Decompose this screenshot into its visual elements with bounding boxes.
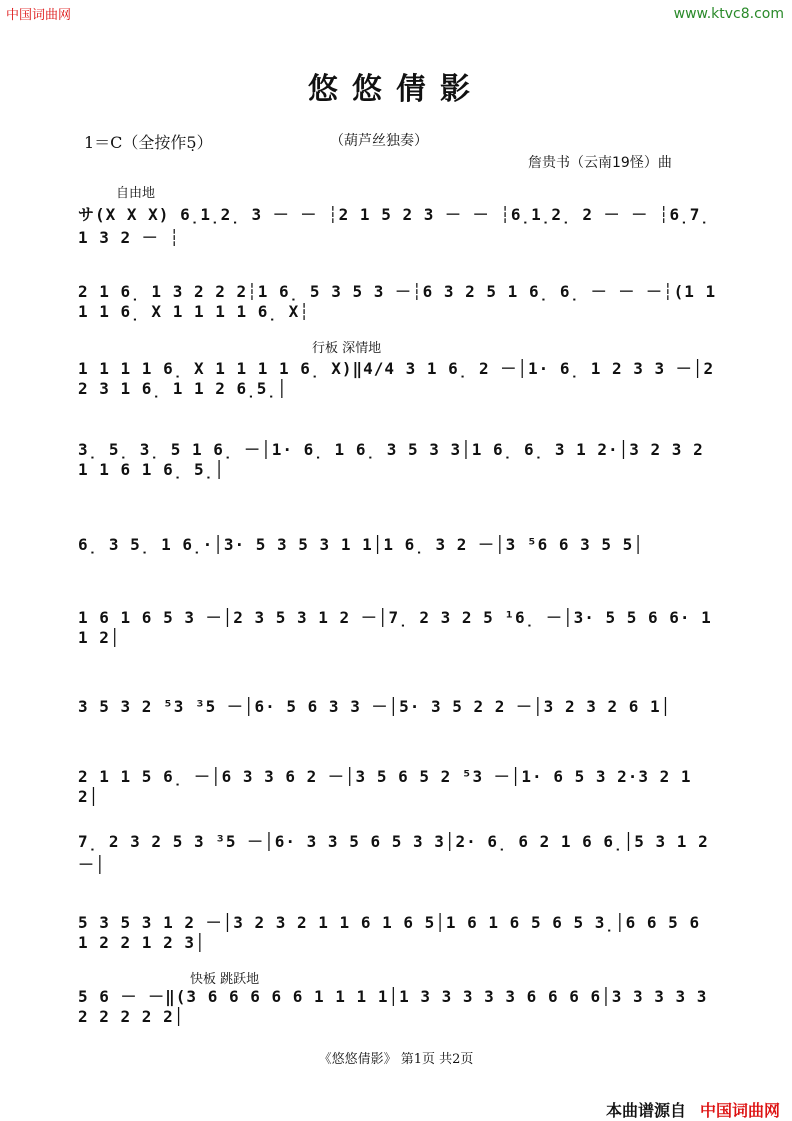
score-line-10 [78, 913, 718, 952]
score-line-6 [78, 608, 718, 647]
score-notes: 6̣ 3 5̣ 1 6̣·│3· 5 3 5 3 1 1│1 6̣ 3 2 －│3 ⁵6 6 3 5 5│ [78, 534, 644, 554]
score-notes: 3 5 3 2 ⁵3 ³5 －│6· 5 6 3 3 －│5· 3 5 2 2 －│3 2 3 2 6 1│ [78, 696, 672, 716]
watermark-left: 中国词曲网 [6, 8, 72, 23]
score-notes: 5 6 － －‖(3 6 6 6 6 6 1 1 1 1│1 3 3 3 3 3 6 6 6 6│3 3 3 3 3 2 2 2 2 2│ [78, 987, 708, 1026]
score-notes: 2 1 1 5 6̣ －│6 3 3 6 2 －│3 5 6 5 2 ⁵3 －│1· 6 5 3 2·3 2 1 2│ [78, 767, 692, 806]
score-notes: サ(X X X) 6̣1̣2̣ 3 － － ┆2 1 5 2 3 － － ┆6̣1̣2̣ 2 － － ┆6̣7̣ 1 3 2 － ┆ [78, 205, 711, 247]
source-credit [606, 1098, 780, 1121]
source-label: 本曲谱源自 [605, 1101, 686, 1120]
score-line-3 [78, 359, 718, 398]
score-notes: 1 6 1 6 5 3 －│2 3 5 3 1 2 －│7̣ 2 3 2 5 ¹6̣ －│3· 5 5 6 6· 1 1 2│ [78, 608, 712, 647]
score-line-1 [78, 205, 718, 247]
page-title: 悠悠倩影 [308, 72, 484, 107]
watermark-right: www.ktvc8.com [673, 6, 784, 22]
tempo-marking-allegro: 快板 跳跃地 [190, 972, 260, 987]
score-line-7 [78, 692, 718, 722]
subtitle: （葫芦丝独奏） [330, 133, 428, 149]
score-line-2 [78, 282, 718, 321]
tempo-marking-andante: 行板 深情地 [312, 341, 382, 356]
score-line-8 [78, 767, 718, 806]
score-notes: 7̣ 2 3 2 5 3 ³5 －│6· 3 3 5 6 5 3 3│2· 6̣ 6 2 1 6 6̣│5 3 1 2 －│ [78, 832, 709, 874]
score-notes: 3̣ 5̣ 3̣ 5 1 6̣ －│1· 6̣ 1 6̣ 3 5 3 3│1 6̣ 6̣ 3 1 2·│3 2 3 2 1 1 6 1 6̣ 5̣│ [78, 440, 704, 479]
composer: 詹贵书（云南19怪）曲 [528, 155, 672, 171]
score-line-9 [78, 832, 718, 874]
tempo-marking-free: 自由地 [116, 186, 156, 201]
score-line-4 [78, 440, 718, 479]
score-notes: 2 1 6̣ 1 3 2 2 2┆1 6̣ 5 3 5 3 －┆6 3 2 5 1 6̣ 6̣ － － －┆(1 1 1 1 6̣ X 1 1 1 1 6̣ X┆ [78, 282, 717, 321]
source-site: 中国词曲网 [699, 1101, 780, 1120]
score-line-5 [78, 530, 718, 560]
score-notes: 5 3 5 3 1 2 －│3 2 3 2 1 1 6 1 6 5│1 6 1 6 5 6 5 3̣│6 6 5 6 1 2 2 1 2 3│ [78, 913, 701, 952]
page-footer: 《悠悠倩影》 第1页 共2页 [318, 1052, 474, 1067]
score-notes: 1 1 1 1 6̣ X 1 1 1 1 6̣ X)‖4/4 3 1 6̣ 2 －│1· 6̣ 1 2 3 3 －│2 2 3 1 6̣ 1 1 2 6̣5̣│ [78, 359, 715, 398]
score-line-11 [78, 987, 718, 1026]
key-signature: 1＝C（全按作5̣） [84, 133, 213, 152]
